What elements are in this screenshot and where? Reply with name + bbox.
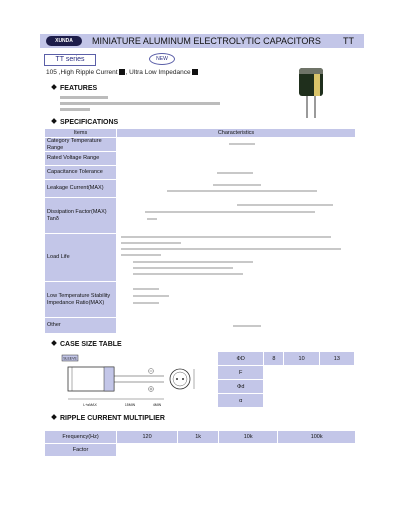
brand-logo: XUNDA	[46, 36, 82, 46]
table-row	[45, 166, 356, 180]
spec-value	[117, 282, 356, 318]
diamond-bullet-icon	[51, 414, 57, 420]
min2-label: 4MIN	[152, 403, 162, 407]
feature-line	[60, 102, 220, 105]
new-badge: NEW	[149, 53, 175, 65]
table-row	[45, 318, 356, 334]
diamond-bullet-icon	[51, 118, 57, 124]
spec-item: Capacitance Tolerance	[45, 166, 117, 180]
table-row	[45, 180, 356, 198]
case-size-heading-text: CASE SIZE TABLE	[60, 341, 122, 348]
dimension-table	[217, 351, 355, 408]
dim-cell	[264, 366, 284, 380]
spec-item: Other	[45, 318, 117, 334]
length-label: L+αMAX	[83, 403, 97, 407]
dim-header: ΦD	[218, 352, 264, 366]
frequency-value: 10k	[219, 431, 278, 444]
specifications-heading	[52, 118, 118, 127]
factor-cell	[219, 444, 278, 457]
column-header-items: Items	[45, 129, 117, 138]
case-size-heading	[52, 340, 122, 349]
feature-line	[60, 96, 108, 99]
specifications-table	[44, 128, 356, 334]
dim-cell	[319, 380, 354, 394]
table-row	[45, 444, 356, 457]
spec-value	[117, 180, 356, 198]
spec-item: Leakage Current(MAX)	[45, 180, 117, 198]
min-label: 15MIN	[124, 403, 136, 407]
capacitor-image	[299, 68, 323, 118]
features-heading	[52, 84, 97, 93]
spec-item: Rated Voltage Range	[45, 152, 117, 166]
table-row	[45, 138, 356, 152]
frequency-label: Frequency(Hz)	[45, 431, 117, 444]
ripple-heading-text: RIPPLE CURRENT MULTIPLIER	[60, 415, 165, 422]
redacted-block-icon	[119, 69, 125, 75]
table-row	[218, 352, 355, 366]
spec-value	[117, 152, 356, 166]
spec-value	[117, 318, 356, 334]
table-row	[218, 380, 355, 394]
dim-header: 13	[319, 352, 354, 366]
dim-cell	[284, 366, 319, 380]
dim-row-label: F	[218, 366, 264, 380]
diamond-bullet-icon	[51, 340, 57, 346]
dim-row-label: α	[218, 394, 264, 408]
capacitor-lead	[314, 96, 316, 118]
column-header-characteristics: Characteristics	[117, 129, 356, 138]
dim-row-label: Φd	[218, 380, 264, 394]
table-row	[45, 198, 356, 234]
diamond-bullet-icon	[51, 84, 57, 90]
dim-cell	[319, 366, 354, 380]
spec-item: Dissipation Factor(MAX) Tanδ	[45, 198, 117, 234]
series-code: TT	[343, 36, 354, 46]
spec-value	[117, 234, 356, 282]
frequency-value: 120	[117, 431, 178, 444]
dim-cell	[264, 394, 284, 408]
dim-header: 10	[284, 352, 319, 366]
dim-cell	[284, 394, 319, 408]
dim-cell	[284, 380, 319, 394]
capacitor-dimension-drawing	[44, 351, 208, 409]
series-tag: TT series	[44, 54, 96, 66]
ripple-heading	[52, 414, 165, 423]
ripple-current-table	[44, 430, 356, 457]
page-title: MINIATURE ALUMINUM ELECTROLYTIC CAPACITORS	[92, 36, 321, 46]
feature-line	[60, 108, 90, 111]
dim-cell	[264, 380, 284, 394]
capacitor-stripe	[314, 74, 320, 96]
spec-value	[117, 138, 356, 152]
specifications-heading-text: SPECIFICATIONS	[60, 119, 119, 126]
table-row	[45, 234, 356, 282]
dim-cell	[319, 394, 354, 408]
redacted-block-icon	[192, 69, 198, 75]
subtitle-part1: ,High Ripple Current	[56, 69, 118, 76]
frequency-value: 1k	[178, 431, 219, 444]
factor-label: Factor	[45, 444, 117, 457]
factor-cell	[117, 444, 178, 457]
factor-cell	[178, 444, 219, 457]
subtitle-prefix: 105	[46, 69, 57, 76]
capacitor-lead	[306, 96, 308, 118]
table-row	[45, 431, 356, 444]
sleeve-label: SLEEVE	[63, 356, 77, 361]
table-row	[218, 366, 355, 380]
table-row	[218, 394, 355, 408]
table-row	[45, 282, 356, 318]
subtitle-part2: , Ultra Low Impedance	[125, 69, 191, 76]
frequency-value: 100k	[278, 431, 356, 444]
title-bar	[40, 34, 364, 48]
dim-header: 8	[264, 352, 284, 366]
spec-value	[117, 198, 356, 234]
spec-item: Load Life	[45, 234, 117, 282]
spec-item: Low Temperature Stability Impedance Ratio(MAX)	[45, 282, 117, 318]
features-heading-text: FEATURES	[60, 85, 98, 92]
subtitle	[46, 68, 199, 77]
factor-cell	[278, 444, 356, 457]
spec-item: Category Temperature Range	[45, 138, 117, 152]
spec-value	[117, 166, 356, 180]
table-row	[45, 152, 356, 166]
table-header-row	[45, 129, 356, 138]
